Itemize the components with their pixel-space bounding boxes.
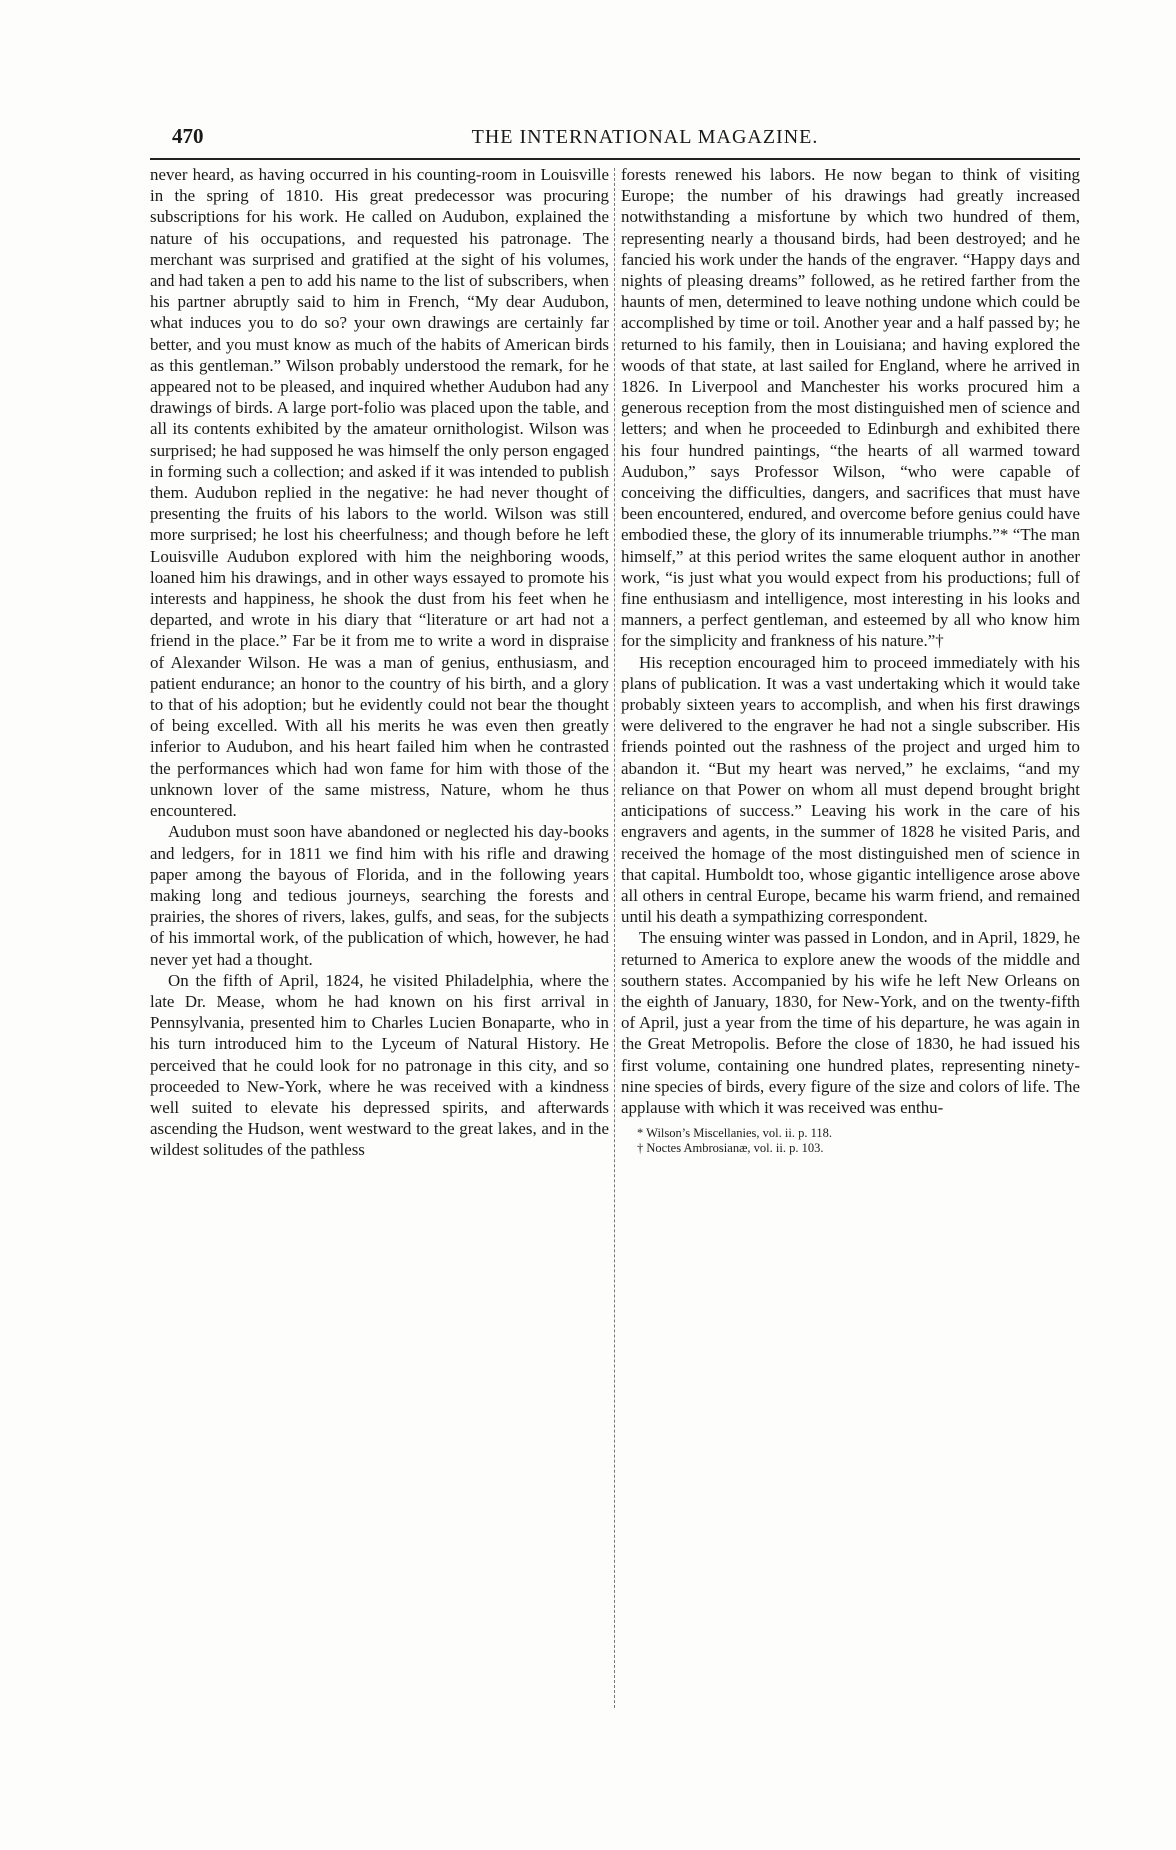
- paragraph: The ensuing winter was passed in London, and in April, 1829, he returned to America to explore anew the woods of the middle and southern states. Accompanied by his wife he left New Orleans on the eighth of January, 1830, for New-York, and on the twenty-fifth of April, just a year from the time of his departure, he was again in the Great Metropolis. Before the close of 1830, he had issued his first volume, containing one hundred plates, representing ninety-nine species of birds, every figure of the size and colors of life. The applause with which it was received was enthu-: [621, 928, 1080, 1117]
- paragraph: forests renewed his labors. He now began to think of visiting Europe; the number of his drawings had greatly increased notwithstanding a misfortune by which two hundred of them, representing nearly a thousand birds, had been destroyed; and he fancied his work under the hands of the engraver. “Happy days and nights of pleasing dreams” followed, as he retired farther from the haunts of men, determined to leave nothing undone which could be accomplished by time or toil. Another year and a half passed by; he returned to his family, then in Louisiana; and having explored the woods of that state, at last sailed for England, where he arrived in 1826. In Liverpool and Manchester his works procured him a generous reception from the most distinguished men of science and letters; and when he proceeded to Edinburgh and exhibited there his four hundred paintings, “the hearts of all warmed toward Audubon,” says Professor Wilson, “who were capable of conceiving the difficulties, dangers, and sacrifices that must have been encountered, endured, and overcome before genius could have embodied these, the glory of its innumerable triumphs.”* “The man himself,” at this period writes the same eloquent author in another work, “is just what you would expect from his productions; full of fine enthusiasm and intelligence, most interesting in his looks and manners, a perfect gentleman, and esteemed by all who know him for the simplicity and frankness of his nature.”†: [621, 165, 1080, 651]
- footnote: † Noctes Ambrosianæ, vol. ii. p. 103.: [637, 1141, 824, 1156]
- paragraph: never heard, as having occurred in his counting-room in Louisville in the spring of 1810. His great predecessor was procuring subscriptions for his work. He called on Audubon, explained the nature of his occupations, and requested his patronage. The merchant was surprised and gratified at the sight of his volumes, and had taken a pen to add his name to the list of subscribers, when his partner abruptly said to him in French, “My dear Audubon, what induces you to do so? your own drawings are certainly far better, and you must know as much of the habits of American birds as this gentleman.” Wilson probably understood the remark, for he appeared not to be pleased, and inquired whether Audubon had any drawings of birds. A large port-folio was placed upon the table, and all its contents exhibited by the amateur ornithologist. Wilson was surprised; he had supposed he was himself the only person engaged in forming such a collection; and asked if it was intended to publish them. Audubon replied in the negative: he had never thought of presenting the fruits of his labors to the world. Wilson was still more surprised; he lost his cheerfulness; and though before he left Louisville Audubon explored with him the neighboring woods, loaned him his drawings, and in other ways essayed to promote his interests and happiness, he shook the dust from his feet when he departed, and wrote in his diary that “literature or art had not a friend in the place.” Far be it from me to write a word in dispraise of Alexander Wilson. He was a man of genius, enthusiasm, and patient endurance; an honor to the country of his birth, and a glory to that of his adoption; but he evidently could not bear the thought of being excelled. With all his merits he was even then greatly inferior to Audubon, and his heart failed him when he contrasted the performances which had won fame for him with those of the unknown lover of the same mistress, Nature, whom he thus encountered.: [150, 165, 609, 821]
- footnotes: [621, 1126, 1080, 1156]
- page-header: [150, 122, 1080, 156]
- page-number: 470: [172, 124, 204, 148]
- right-column: [621, 164, 1080, 1156]
- left-column: [150, 164, 609, 1161]
- column-divider: [614, 168, 615, 1708]
- paragraph: Audubon must soon have abandoned or neglected his day-books and ledgers, for in 1811 we find him with his rifle and drawing paper among the bayous of Florida, and in the following years making long and tedious journeys, searching the forests and prairies, the shores of rivers, lakes, gulfs, and seas, for the subjects of his immortal work, of the publication of which, however, he had never yet had a thought.: [150, 822, 609, 969]
- running-title: THE INTERNATIONAL MAGAZINE.: [471, 126, 819, 148]
- paragraph: On the fifth of April, 1824, he visited Philadelphia, where the late Dr. Mease, whom he had known on his first arrival in Pennsylvania, presented him to Charles Lucien Bonaparte, who in his turn introduced him to the Lyceum of Natural History. He perceived that he could look for no patronage in this city, and so proceeded to New-York, where he was received with a kindness well suited to elevate his depressed spirits, and afterwards ascending the Hudson, went westward to the great lakes, and in the wildest solitudes of the pathless: [150, 970, 609, 1160]
- header-rule: [150, 158, 1080, 160]
- footnote: * Wilson’s Miscellanies, vol. ii. p. 118.: [637, 1126, 832, 1141]
- paragraph: His reception encouraged him to proceed immediately with his plans of publication. It was a vast undertaking which it would take probably sixteen years to accomplish, and when his first drawings were delivered to the engraver he had not a single subscriber. His friends pointed out the rashness of the project and urged him to abandon it. “But my heart was nerved,” he exclaims, “and my reliance on that Power on whom all must depend brought bright anticipations of success.” Leaving his work in the care of his engravers and agents, in the summer of 1828 he visited Paris, and received the homage of the most distinguished men of science in that capital. Humboldt too, whose gigantic intelligence arose above all others in central Europe, became his warm friend, and remained until his death a sympathizing correspondent.: [621, 652, 1080, 927]
